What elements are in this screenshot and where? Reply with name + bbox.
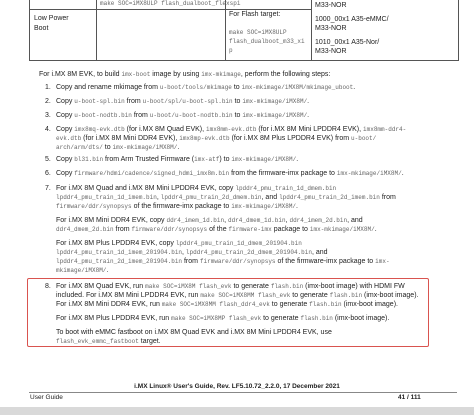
step-1 [45, 83, 428, 92]
code: flash.bin [300, 315, 333, 322]
line [56, 225, 428, 234]
line [56, 300, 428, 309]
text: , and [347, 217, 363, 224]
code: flash.bin [329, 292, 363, 299]
line [56, 314, 428, 323]
text: For i.MX 8M EVK, to build [39, 71, 122, 78]
table-code: flash_dualboot_m33_xi [229, 38, 305, 45]
code: lpddr4_pmu_train_1d_imem.bin [56, 194, 157, 201]
code: flash_evk_emmc_fastboot [56, 338, 139, 345]
line [56, 216, 428, 225]
text: To boot with eMMC fastboot on i.MX 8M Quad EVK and i.MX 8M Mini LPDDR4 EVK, use [56, 329, 332, 336]
table-code: make SOC=iMX8ULP [229, 29, 287, 36]
code: imx-mkimage/iMX8M/ [336, 170, 402, 177]
line [56, 143, 428, 152]
code: ddr4_imem_1d.bin [166, 217, 225, 224]
line [56, 248, 428, 257]
text: package to [271, 226, 310, 233]
line [56, 193, 428, 202]
step-number: 4. [45, 126, 51, 133]
code: make SOC=iMX8MM flash_evk [200, 292, 291, 299]
code: imx-mkimage/iMX8M/ [242, 98, 308, 105]
code: firmware/ddr/synopsys [199, 258, 276, 265]
step-number: 8. [45, 283, 51, 290]
line [56, 291, 428, 300]
text: . [353, 84, 356, 91]
code: u-boot/ [351, 135, 377, 142]
code: imx-mkimage/iMX8M/ [242, 112, 308, 119]
text: For i.MX 8M Quad EVK, run [56, 283, 146, 290]
code: firmware/ddr/synopsys [131, 226, 208, 233]
text: (for i.MX 8M Mini LPDDR4 EVK), [256, 126, 364, 133]
code: flash.bin [309, 301, 342, 308]
table-cell: 1010_00x1 A35-Nor/ [315, 39, 380, 46]
page-number: 41 / 111 [398, 394, 421, 401]
code: imx-mkimage/iMX8M/ [112, 144, 178, 151]
table-row-label: Boot [34, 25, 49, 32]
text: Copy [56, 112, 75, 119]
table-cell: M33-NOR [315, 2, 347, 9]
text: . [307, 112, 310, 119]
text: from [124, 98, 143, 105]
text: of the firmware-imx package to [131, 203, 232, 210]
text: , and [311, 249, 328, 256]
step-number: 7. [45, 185, 51, 192]
text: (imx-boot image) with HDMI FW [303, 283, 405, 290]
code: make SOC=iMX8M flash_evk [145, 283, 232, 290]
code: make SOC=iMX8MM flash_ddr4_evk [161, 301, 270, 308]
step-4 [45, 125, 428, 152]
text: Copy and rename mkimage from [56, 84, 160, 91]
table-code-top: make SOC=iMX8ULP flash_dualboot_flexspi [100, 0, 241, 7]
text: (imx-boot image). [332, 315, 390, 322]
step-number: 2. [45, 98, 51, 105]
viewer-bottom-band [0, 407, 474, 415]
code: make SOC=iMX8MP flash_evk [171, 315, 262, 322]
line [56, 239, 428, 248]
table-cell: M33-NOR [315, 25, 347, 32]
code: u-boot/spl/u-boot-spl.bin [142, 98, 233, 105]
code: imx8mq-evk.dtb [74, 126, 125, 133]
table-row-label: Low Power [34, 15, 69, 22]
code: arch/arm/dts/ [56, 144, 103, 151]
text: (imx-boot image). [362, 292, 419, 299]
code: ddr4_dmem_2d.bin [56, 226, 114, 233]
code: imx-mkimage/iMX8M/mkimage_uboot [241, 84, 354, 91]
text: Copy [56, 126, 75, 133]
text: , [224, 217, 228, 224]
text: to generate [290, 292, 330, 299]
line [56, 184, 428, 193]
code: ddr4_imem_2d.bin [289, 217, 348, 224]
code: mkimage/iMX8M/ [56, 267, 107, 274]
line [56, 134, 428, 143]
text: For i.MX 8M Mini DDR4 EVK, run [56, 301, 162, 308]
text: , [285, 217, 290, 224]
text: to [232, 112, 243, 119]
text: (for i.MX 8M Mini DDR4 EVK), [81, 135, 180, 142]
text: . [296, 156, 299, 163]
code: lpddr4_pmu_train_1d_dmem_201904.bin [175, 240, 302, 247]
line [56, 282, 428, 291]
text: , perform the following steps: [240, 71, 331, 78]
document-title: i.MX Linux® User's Guide, Rev. LF5.10.72_2.2.0, 17 December 2021 [134, 383, 340, 390]
text: from [131, 112, 150, 119]
line [56, 337, 428, 346]
code: imx-mkimage/iMX8M/ [309, 226, 375, 233]
code: imx-boot [121, 71, 151, 78]
text: . [106, 267, 109, 274]
boot-config-table [29, 0, 459, 61]
code: firmware/hdmi/cadence/signed_hdmi_imx8m.bin [74, 170, 230, 177]
step-number: 6. [45, 170, 51, 177]
code: lpddr4_pmu_train_2d_imem.bin [279, 194, 380, 201]
text: Copy [56, 98, 75, 105]
code: imx-atf [194, 156, 220, 163]
text: of the [207, 226, 229, 233]
code: bl31.bin [74, 156, 104, 163]
text: , [156, 194, 161, 201]
table-flash-target-label: For Flash target: [229, 11, 281, 18]
code: firmware/ddr/synopsys [56, 203, 132, 210]
text: . [296, 203, 298, 210]
footer-divider [29, 392, 457, 393]
text: For i.MX 8M Plus LPDDR4 EVK, copy [56, 240, 176, 247]
text: ) to [219, 156, 232, 163]
step-5 [45, 155, 428, 164]
code: evk.dtb [56, 135, 82, 142]
text: . [374, 226, 377, 233]
text: to [231, 84, 242, 91]
code: imx-mkimage [201, 71, 241, 78]
text: . [307, 98, 310, 105]
text: from [182, 258, 200, 265]
code: lpddr4_pmu_train_1d_imem_201904.bin [56, 249, 183, 256]
text: from the firmware-imx package to [229, 170, 337, 177]
text: , and [261, 194, 280, 201]
text: included. For i.MX 8M Mini LPDDR4 EVK, run [56, 292, 201, 299]
code: lpddr4_pmu_train_2d_dmem_201904.bin [185, 249, 312, 256]
step-2 [45, 97, 428, 106]
text: to generate [261, 315, 301, 322]
text: For i.MX 8M Mini DDR4 EVK, copy [56, 217, 167, 224]
text: (for i.MX 8M Plus LPDDR4 EVK) from [229, 135, 352, 142]
line [56, 328, 428, 337]
step-3 [45, 111, 428, 120]
code: firmware-imx [228, 226, 272, 233]
line [56, 266, 428, 275]
text: For i.MX 8M Quad and i.MX 8M Mini LPDDR4 EVK, copy [56, 185, 236, 192]
code: imx-mkimage/iMX8M/ [231, 203, 297, 210]
text: from [379, 194, 396, 201]
text: , [182, 249, 186, 256]
text: to generate [231, 283, 271, 290]
code: u-boot/u-boot-nodtb.bin [149, 112, 233, 119]
text: . [401, 170, 404, 177]
text: to generate [269, 301, 310, 308]
text: . [177, 144, 180, 151]
code: lpddr4_pmu_train_2d_dmem.bin [160, 194, 262, 201]
text: (for i.MX 8M Quad EVK), [124, 126, 207, 133]
line [56, 257, 428, 266]
text: from [113, 226, 132, 233]
code: lpddr4_pmu_train_1d_dmem.bin [235, 185, 337, 192]
footer-label: User Guide [30, 394, 63, 401]
code: imx8mm-ddr4- [363, 126, 407, 133]
text: to [102, 144, 113, 151]
step-number: 3. [45, 112, 51, 119]
text: to [232, 98, 243, 105]
text: Copy [56, 170, 75, 177]
code: imx-mkimage/iMX8M/ [231, 156, 297, 163]
text: (imx-boot image). [341, 301, 398, 308]
step-8 [45, 282, 428, 346]
text: of the firmware-imx package to [275, 258, 376, 265]
text: from Arm Trusted Firmware ( [103, 156, 195, 163]
table-code: p [229, 47, 233, 54]
text: Copy [56, 156, 75, 163]
code: imx8mp-evk.dtb [179, 135, 230, 142]
intro-paragraph [39, 70, 459, 79]
line [56, 125, 428, 134]
code: imx- [375, 258, 390, 265]
text: For i.MX 8M Plus LPDDR4 EVK, run [56, 315, 172, 322]
text: image by using [150, 71, 202, 78]
code: lpddr4_pmu_train_2d_imem_201904.bin [56, 258, 183, 265]
code: flash.bin [270, 283, 304, 290]
code: u-boot/tools/mkimage [159, 84, 232, 91]
code: u-boot-spl.bin [74, 98, 125, 105]
code: u-boot-nodtb.bin [74, 112, 132, 119]
code: ddr4_dmem_1d.bin [227, 217, 286, 224]
code: imx8mm-evk.dtb [206, 126, 257, 133]
text: target. [138, 338, 161, 345]
table-cell: 1000_00x1 A35-eMMC/ [315, 16, 389, 23]
table-cell: M33-NOR [315, 48, 347, 55]
step-number: 1. [45, 84, 51, 91]
line [56, 202, 428, 211]
step-7 [45, 184, 428, 275]
step-number: 5. [45, 156, 51, 163]
step-6 [45, 169, 428, 178]
